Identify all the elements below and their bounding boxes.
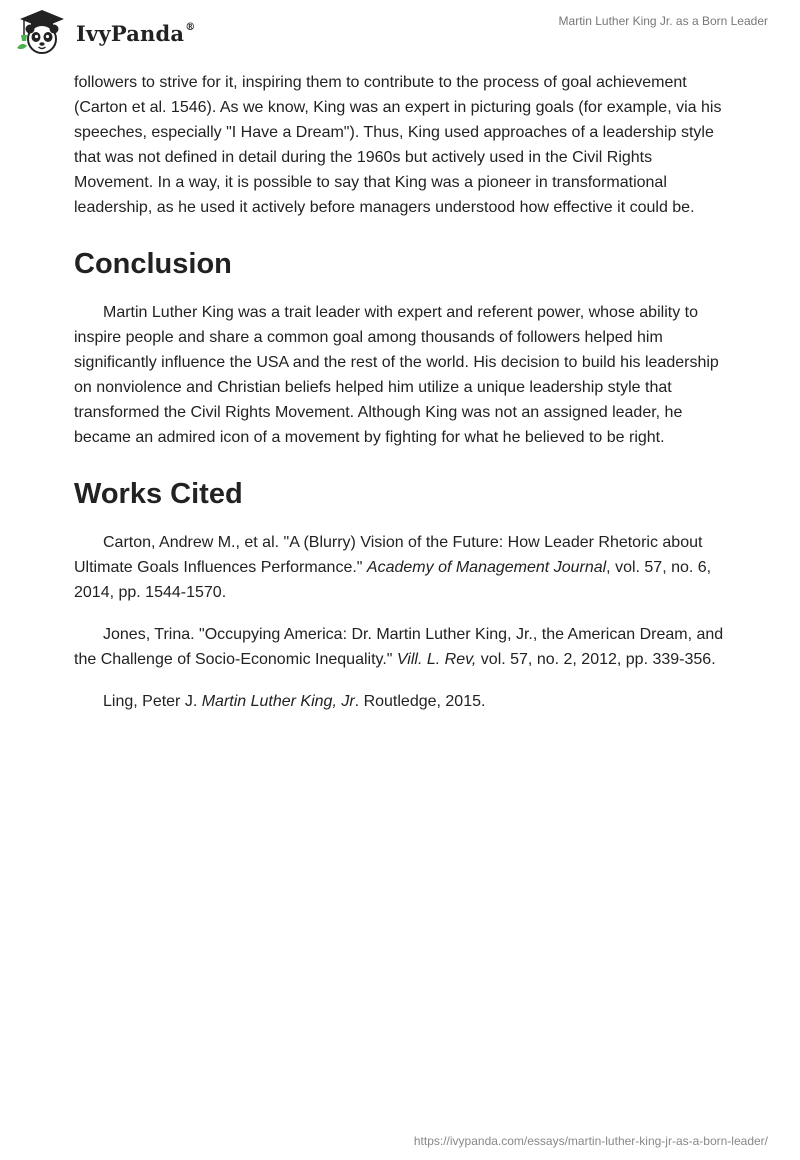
reference-item: Jones, Trina. "Occupying America: Dr. Martin Luther King, Jr., the American Dream, and the Challenge of Socio-Economic Inequality." Vill. L. Rev, vol. 57, no. 2, 2012, pp. 339-356.	[74, 626, 724, 668]
registered-mark: ®	[185, 21, 196, 33]
reference-item: Ling, Peter J. Martin Luther King, Jr. Routledge, 2015.	[103, 693, 486, 710]
source-url[interactable]: https://ivypanda.com/essays/martin-luther-king-jr-as-a-born-leader/	[413, 1134, 768, 1148]
intro-paragraph: followers to strive for it, inspiring them to contribute to the process of goal achievement (Carton et al. 1546). As we know, King was an expert in picturing goals (for example, via his speeches, especially "I Have a Dream"). Thus, King used approaches of a leadership style that was not defined in detail during the 1960s but actively used in the Civil Rights Movement. In a way, it is possible to say that King was a pioneer in transformational leadership, as he used it actively before managers understood how effective it could be.	[74, 74, 722, 216]
reference-source-title: Vill. L. Rev,	[396, 651, 477, 668]
works-cited-heading: Works Cited	[74, 478, 243, 510]
reference-item: Carton, Andrew M., et al. "A (Blurry) Vision of the Future: How Leader Rhetoric about Ultimate Goals Influences Performance." Academy of Management Journal, vol. 57, no. 6, 2014, pp. 1544-1570.	[74, 534, 712, 601]
running-title: Martin Luther King Jr. as a Born Leader	[558, 14, 768, 28]
brand-name: IvyPanda®	[76, 20, 196, 46]
brand-logo[interactable]	[14, 8, 195, 56]
conclusion-paragraph: Martin Luther King was a trait leader with expert and referent power, whose ability to inspire people and share a common goal among thousands of followers helped him significantly influence the USA and the rest of the world. His decision to build his leadership on nonviolence and Christian beliefs helped him utilize a unique leadership style that transformed the Civil Rights Movement. Although King was not an assigned leader, he became an admired icon of a movement by fighting for what he believed to be right.	[74, 304, 719, 446]
reference-source-title: Martin Luther King, Jr	[201, 693, 355, 710]
essay-content	[74, 70, 734, 731]
reference-source-title: Academy of Management Journal	[366, 559, 607, 576]
page-header	[0, 0, 800, 64]
panda-graduate-icon	[14, 8, 70, 56]
conclusion-heading: Conclusion	[74, 248, 232, 280]
